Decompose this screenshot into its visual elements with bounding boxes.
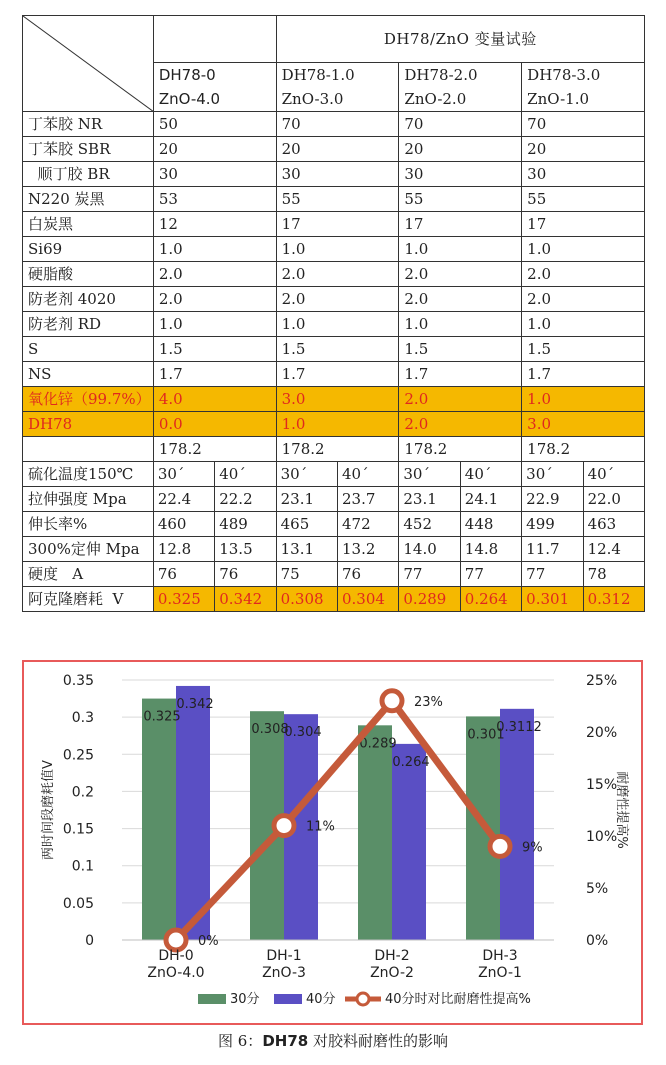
table-cell: 13.2 xyxy=(338,537,399,562)
row-label: 硬脂酸 xyxy=(23,262,154,287)
table-cell: 22.2 xyxy=(215,487,276,512)
table-cell: 0.301 xyxy=(522,587,583,612)
table-cell: 78 xyxy=(583,562,644,587)
table-cell: 13.1 xyxy=(276,537,337,562)
table-cell: 3.0 xyxy=(276,387,399,412)
table-cell: 70 xyxy=(399,112,522,137)
x-tick-label: ZnO-1 xyxy=(478,965,522,981)
x-tick-label: ZnO-4.0 xyxy=(147,965,205,981)
table-row xyxy=(23,487,645,512)
bar-30 xyxy=(358,725,392,940)
table-cell: 23.1 xyxy=(399,487,460,512)
column-header-line2: ZnO-4.0 xyxy=(158,90,221,108)
table-cell: 20 xyxy=(522,137,645,162)
table-cell: 30´ xyxy=(522,462,583,487)
table-cell: 70 xyxy=(522,112,645,137)
caption-rest: 对胶料耐磨性的影响 xyxy=(308,1032,448,1050)
table-cell: 2.0 xyxy=(153,262,276,287)
table-cell: 17 xyxy=(276,212,399,237)
table-cell: 1.0 xyxy=(399,237,522,262)
y2-tick-label: 15% xyxy=(586,777,618,793)
legend-label: 40分 xyxy=(306,992,336,1007)
x-tick-label: DH-1 xyxy=(266,948,302,964)
row-label: 300%定伸 Mpa xyxy=(23,537,154,562)
table-row xyxy=(23,237,645,262)
diagonal-line xyxy=(23,16,153,112)
bar-40 xyxy=(176,686,210,940)
table-cell: 1.7 xyxy=(522,362,645,387)
table-cell: 1.5 xyxy=(522,337,645,362)
table-cell: 2.0 xyxy=(153,287,276,312)
column-header-line1: DH78-2.0 xyxy=(404,66,478,84)
table-cell: 40´ xyxy=(338,462,399,487)
table-cell: 460 xyxy=(153,512,214,537)
column-header-line1: DH78-0 xyxy=(158,66,216,84)
table-cell: 0.325 xyxy=(153,587,214,612)
table-cell: 12 xyxy=(153,212,276,237)
table-cell: 489 xyxy=(215,512,276,537)
table-cell: 50 xyxy=(153,112,276,137)
table-cell: 178.2 xyxy=(276,437,399,462)
column-header xyxy=(399,63,522,112)
improvement-label: 23% xyxy=(414,694,443,710)
improvement-point xyxy=(490,836,510,856)
table-cell: 55 xyxy=(276,187,399,212)
x-tick-label: DH-2 xyxy=(374,948,410,964)
row-label: 硫化温度150℃ xyxy=(23,462,154,487)
table-cell: 55 xyxy=(399,187,522,212)
recipe-table xyxy=(22,15,645,612)
table-cell: 20 xyxy=(276,137,399,162)
table-cell: 178.2 xyxy=(522,437,645,462)
table-cell: 0.304 xyxy=(338,587,399,612)
y2-axis-label: 耐磨性提高% xyxy=(614,771,629,849)
row-label: 防老剂 4020 xyxy=(23,287,154,312)
column-header-line2: ZnO-2.0 xyxy=(404,90,467,108)
improvement-point xyxy=(274,816,294,836)
x-tick-label: DH-0 xyxy=(158,948,194,964)
table-cell: 77 xyxy=(399,562,460,587)
column-header-line1: DH78-1.0 xyxy=(281,66,355,84)
table-cell: 30´ xyxy=(276,462,337,487)
table-cell: 30 xyxy=(276,162,399,187)
table-cell: 2.0 xyxy=(276,262,399,287)
table-cell: 77 xyxy=(460,562,521,587)
x-tick-label: DH-3 xyxy=(482,948,518,964)
table-cell: 4.0 xyxy=(153,387,276,412)
table-cell: 13.5 xyxy=(215,537,276,562)
y-tick-label: 0.1 xyxy=(71,858,94,875)
column-header xyxy=(276,63,399,112)
bar-40-label: 0.264 xyxy=(392,754,430,770)
y-tick-label: 0.05 xyxy=(62,895,94,912)
legend-swatch-30 xyxy=(198,994,226,1004)
table-row xyxy=(23,462,645,487)
row-label: Si69 xyxy=(23,237,154,262)
y2-tick-label: 10% xyxy=(586,829,618,845)
table-cell: 53 xyxy=(153,187,276,212)
table-cell: 22.4 xyxy=(153,487,214,512)
row-label xyxy=(23,437,154,462)
table-cell: 23.7 xyxy=(338,487,399,512)
y-tick-label: 0.35 xyxy=(62,673,94,689)
table-cell: 1.0 xyxy=(522,312,645,337)
table-cell: 2.0 xyxy=(522,262,645,287)
table-row xyxy=(23,112,645,137)
bar-40 xyxy=(500,709,534,940)
y2-tick-label: 0% xyxy=(586,933,609,949)
bar-40-label: 0.304 xyxy=(284,725,322,741)
table-cell: 499 xyxy=(522,512,583,537)
table-row xyxy=(23,512,645,537)
table-row xyxy=(23,587,645,612)
table-cell: 0.342 xyxy=(215,587,276,612)
table-cell: 2.0 xyxy=(399,412,522,437)
table-cell: 178.2 xyxy=(153,437,276,462)
x-tick-label: ZnO-2 xyxy=(370,965,414,981)
bar-30-label: 0.289 xyxy=(359,736,397,752)
bar-30-label: 0.301 xyxy=(467,727,505,743)
table-row xyxy=(23,212,645,237)
bar-40-label: 0.342 xyxy=(176,696,214,712)
y-tick-label: 0.3 xyxy=(71,710,94,727)
table-cell: 0.264 xyxy=(460,587,521,612)
table-cell: 1.7 xyxy=(399,362,522,387)
bar-30-label: 0.325 xyxy=(143,709,181,725)
column-header-line1: DH78-3.0 xyxy=(527,66,601,84)
table-cell: 11.7 xyxy=(522,537,583,562)
table-cell: 2.0 xyxy=(399,262,522,287)
table-cell: 465 xyxy=(276,512,337,537)
table-cell: 2.0 xyxy=(399,287,522,312)
table-cell: 22.9 xyxy=(522,487,583,512)
table-cell: 1.0 xyxy=(153,312,276,337)
table-cell: 1.7 xyxy=(276,362,399,387)
y2-tick-label: 5% xyxy=(586,881,609,897)
table-row xyxy=(23,412,645,437)
x-tick-label: ZnO-3 xyxy=(262,965,306,981)
table-cell: 0.289 xyxy=(399,587,460,612)
table-cell: 1.0 xyxy=(522,387,645,412)
table-row xyxy=(23,312,645,337)
table-cell: 20 xyxy=(153,137,276,162)
bar-40-label: 0.3112 xyxy=(496,719,542,735)
row-label: 伸长率% xyxy=(23,512,154,537)
caption-bold: DH78 xyxy=(262,1032,309,1050)
table-cell: 77 xyxy=(522,562,583,587)
table-cell: 1.5 xyxy=(399,337,522,362)
table-cell: 1.5 xyxy=(276,337,399,362)
table-row xyxy=(23,362,645,387)
table-cell: 2.0 xyxy=(276,287,399,312)
table-cell: 1.5 xyxy=(153,337,276,362)
table-row xyxy=(23,287,645,312)
y-tick-label: 0.2 xyxy=(71,784,94,801)
legend-swatch-40 xyxy=(274,994,302,1004)
table-cell: 448 xyxy=(460,512,521,537)
legend-marker xyxy=(357,993,369,1005)
row-label: 拉伸强度 Mpa xyxy=(23,487,154,512)
table-row xyxy=(23,262,645,287)
table-cell: 22.0 xyxy=(583,487,644,512)
improvement-label: 9% xyxy=(522,840,543,856)
table-cell: 2.0 xyxy=(522,287,645,312)
table-row xyxy=(23,562,645,587)
table-cell: 1.7 xyxy=(153,362,276,387)
column-header xyxy=(153,63,276,112)
table-cell: 0.308 xyxy=(276,587,337,612)
table-cell: 76 xyxy=(215,562,276,587)
figure-caption xyxy=(0,1030,666,1051)
table-cell: 12.4 xyxy=(583,537,644,562)
table-row xyxy=(23,187,645,212)
table-cell: 1.0 xyxy=(276,412,399,437)
table-cell: 178.2 xyxy=(399,437,522,462)
table-cell: 40´ xyxy=(583,462,644,487)
table-cell: 30 xyxy=(399,162,522,187)
improvement-line xyxy=(176,701,500,940)
table-cell: 20 xyxy=(399,137,522,162)
improvement-point xyxy=(382,691,402,711)
table-cell: 40´ xyxy=(215,462,276,487)
title-row xyxy=(23,16,645,63)
caption-prefix: 图 6： xyxy=(218,1032,263,1050)
table-cell: 1.0 xyxy=(276,237,399,262)
table-cell: 17 xyxy=(522,212,645,237)
table-cell: 30´ xyxy=(399,462,460,487)
column-header-line2: ZnO-3.0 xyxy=(281,90,344,108)
table-row xyxy=(23,437,645,462)
table-row xyxy=(23,387,645,412)
chart-frame xyxy=(22,660,643,1025)
legend-label: 40分时对比耐磨性提高% xyxy=(385,992,531,1007)
table-cell: 70 xyxy=(276,112,399,137)
table-cell: 1.0 xyxy=(399,312,522,337)
table-cell: 452 xyxy=(399,512,460,537)
improvement-label: 11% xyxy=(306,819,335,835)
table-cell: 1.0 xyxy=(522,237,645,262)
row-label: 硬度 A xyxy=(23,562,154,587)
bar-30-label: 0.308 xyxy=(251,722,289,738)
row-label: 丁苯胶 NR xyxy=(23,112,154,137)
row-label: 阿克隆磨耗 V xyxy=(23,587,154,612)
y2-tick-label: 20% xyxy=(586,725,618,741)
y2-tick-label: 25% xyxy=(586,673,618,689)
table-cell: 55 xyxy=(522,187,645,212)
y-tick-label: 0.25 xyxy=(62,747,94,764)
row-label: 防老剂 RD xyxy=(23,312,154,337)
row-label: 顺丁胶 BR xyxy=(23,162,154,187)
table-cell: 30 xyxy=(153,162,276,187)
table-cell: 472 xyxy=(338,512,399,537)
table-title: DH78/ZnO 变量试验 xyxy=(276,16,644,63)
table-cell: 12.8 xyxy=(153,537,214,562)
table-cell: 40´ xyxy=(460,462,521,487)
table-cell: 0.0 xyxy=(153,412,276,437)
y-axis-label: 两时间段磨耗值V xyxy=(41,760,56,860)
table-cell: 2.0 xyxy=(399,387,522,412)
row-label: N220 炭黑 xyxy=(23,187,154,212)
table-cell: 75 xyxy=(276,562,337,587)
table-row xyxy=(23,337,645,362)
row-label: DH78 xyxy=(23,412,154,437)
table-cell: 24.1 xyxy=(460,487,521,512)
table-cell: 14.8 xyxy=(460,537,521,562)
wear-chart xyxy=(24,662,641,1023)
diagonal-corner-cell xyxy=(23,16,154,112)
column-header-line2: ZnO-1.0 xyxy=(527,90,590,108)
y-tick-label: 0.15 xyxy=(62,821,94,838)
table-cell: 463 xyxy=(583,512,644,537)
table-row xyxy=(23,162,645,187)
improvement-point xyxy=(166,930,186,950)
table-cell: 76 xyxy=(153,562,214,587)
row-label: S xyxy=(23,337,154,362)
column-header xyxy=(522,63,645,112)
row-label: 氧化锌（99.7%） xyxy=(23,387,154,412)
improvement-label: 0% xyxy=(198,934,219,949)
table-cell: 1.0 xyxy=(276,312,399,337)
y-tick-label: 0 xyxy=(85,933,94,949)
table-cell: 17 xyxy=(399,212,522,237)
blank-header-cell xyxy=(153,16,276,63)
table-cell: 30 xyxy=(522,162,645,187)
table-cell: 14.0 xyxy=(399,537,460,562)
table-cell: 0.312 xyxy=(583,587,644,612)
bar-40 xyxy=(392,744,426,940)
legend-label: 30分 xyxy=(230,992,260,1007)
row-label: NS xyxy=(23,362,154,387)
table-row xyxy=(23,537,645,562)
table-cell: 23.1 xyxy=(276,487,337,512)
row-label: 白炭黑 xyxy=(23,212,154,237)
table-cell: 76 xyxy=(338,562,399,587)
bar-30 xyxy=(142,699,176,940)
table-cell: 1.0 xyxy=(153,237,276,262)
row-label: 丁苯胶 SBR xyxy=(23,137,154,162)
table-cell: 30´ xyxy=(153,462,214,487)
table-row xyxy=(23,137,645,162)
recipe-body xyxy=(23,112,645,612)
table-cell: 3.0 xyxy=(522,412,645,437)
